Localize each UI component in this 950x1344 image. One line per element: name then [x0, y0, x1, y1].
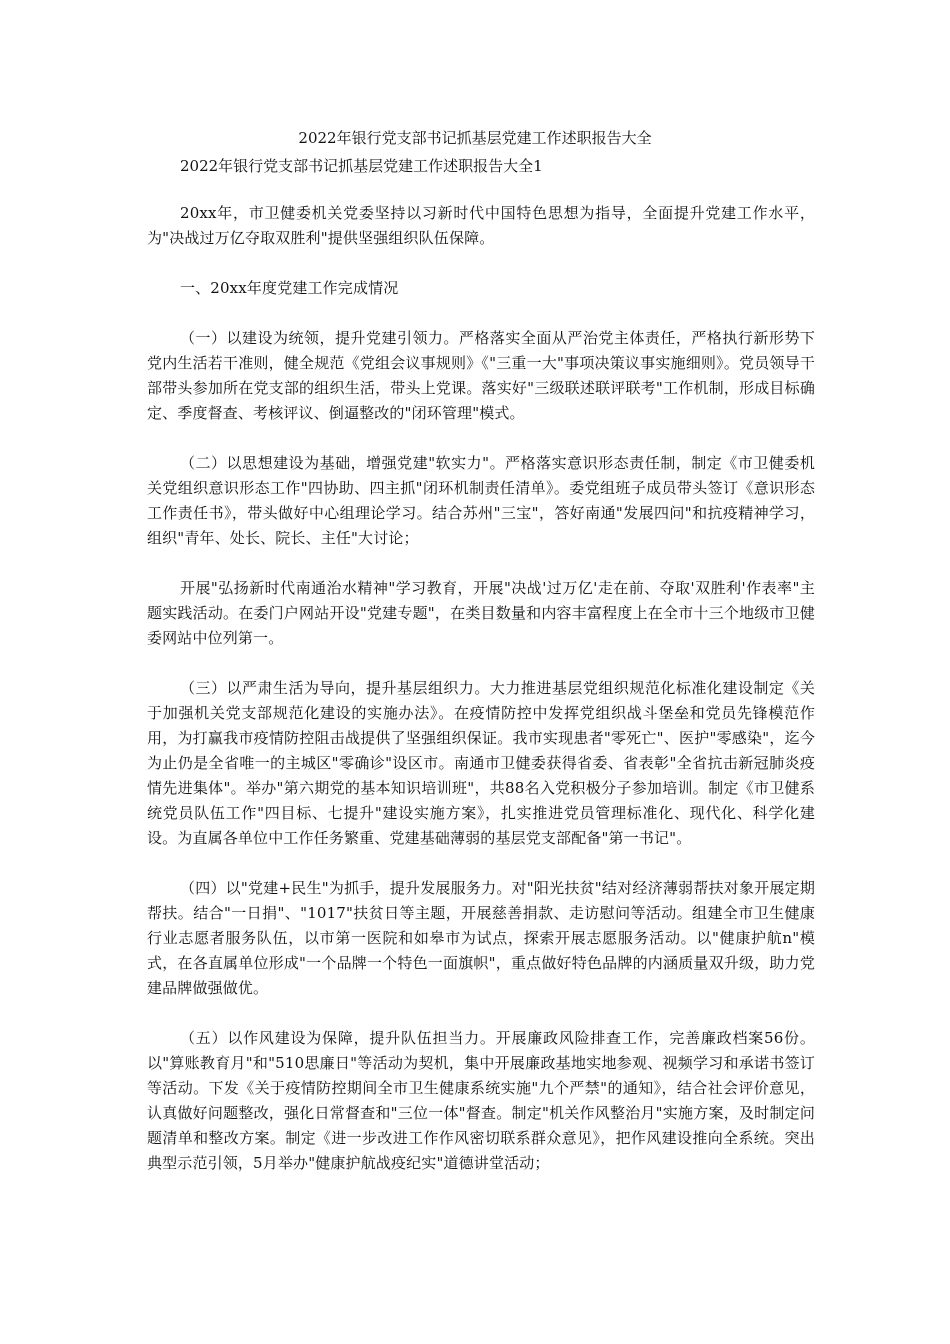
paragraph-item-2-continued: 开展"弘扬新时代南通治水精神"学习教育，开展"决战'过万亿'走在前、夺取'双胜利'作表率"主题实践活动。在委门户网站开设"党建专题"，在类目数量和内容丰富程度上在全市十三个地级市卫健委网站中位列第一。 — [147, 579, 815, 647]
paragraph-item-4: （四）以"党建+民生"为抓手，提升发展服务力。对"阳光扶贫"结对经济薄弱帮扶对象开展定期帮扶。结合"一日捐"、"1017"扶贫日等主题，开展慈善捐款、走访慰问等活动。组建全市卫生健康行业志愿者服务队伍，以市第一医院和如皋市为试点，探索开展志愿服务活动。以"健康护航n"模式，在各直属单位形成"一个品牌一个特色一面旗帜"，重点做好特色品牌的内涵质量双升级，助力党建品牌做强做优。 — [147, 879, 815, 997]
paragraph-item-1: （一）以建设为统领，提升党建引领力。严格落实全面从严治党主体责任，严格执行新形势下党内生活若干准则，健全规范《党组会议事规则》《"三重一大"事项决策议事实施细则》。党员领导干部带头参加所在党支部的组织生活，带头上党课。落实好"三级联述联评联考"工作机制，形成目标确定、季度督查、考核评议、倒逼整改的"闭环管理"模式。 — [147, 329, 815, 422]
section-heading: 一、20xx年度党建工作完成情况 — [180, 279, 399, 297]
document-subtitle: 2022年银行党支部书记抓基层党建工作述职报告大全1 — [180, 157, 543, 175]
paragraph-item-5: （五）以作风建设为保障，提升队伍担当力。开展廉政风险排查工作，完善廉政档案56份。以"算账教育月"和"510思廉日"等活动为契机，集中开展廉政基地实地参观、视频学习和承诺书签订等活动。下发《关于疫情防控期间全市卫生健康系统实施"九个严禁"的通知》，结合社会评价意见，认真做好问题整改，强化日常督查和"三位一体"督查。制定"机关作风整治月"实施方案，及时制定问题清单和整改方案。制定《进一步改进工作作风密切联系群众意见》，把作风建设推向全系统。突出典型示范引领，5月举办"健康护航战疫纪实"道德讲堂活动； — [147, 1029, 815, 1172]
paragraph-item-2: （二）以思想建设为基础，增强党建"软实力"。严格落实意识形态责任制，制定《市卫健委机关党组织意识形态工作"四协助、四主抓"闭环机制责任清单》。委党组班子成员带头签订《意识形态工作责任书》，带头做好中心组理论学习。结合苏州"三宝"，答好南通"发展四问"和抗疫精神学习，组织"青年、处长、院长、主任"大讨论； — [147, 454, 815, 547]
intro-paragraph: 20xx年，市卫健委机关党委坚持以习新时代中国特色思想为指导，全面提升党建工作水平，为"决战过万亿夺取双胜利"提供坚强组织队伍保障。 — [147, 204, 815, 247]
paragraph-item-3: （三）以严肃生活为导向，提升基层组织力。大力推进基层党组织规范化标准化建设制定《关于加强机关党支部规范化建设的实施办法》。在疫情防控中发挥党组织战斗堡垒和党员先锋模范作用，为打赢我市疫情防控阻击战提供了坚强组织保证。我市实现患者"零死亡"、医护"零感染"，迄今为止仍是全省唯一的主城区"零确诊"设区市。南通市卫健委获得省委、省表彰"全省抗击新冠肺炎疫情先进集体"。举办"第六期党的基本知识培训班"，共88名入党积极分子参加培训。制定《市卫健系统党员队伍工作"四目标、七提升"建设实施方案》，扎实推进党员管理标准化、现代化、科学化建设。为直属各单位中工作任务繁重、党建基础薄弱的基层党支部配备"第一书记"。 — [147, 679, 815, 847]
document-title: 2022年银行党支部书记抓基层党建工作述职报告大全 — [298, 129, 652, 147]
document-body — [147, 201, 815, 1201]
